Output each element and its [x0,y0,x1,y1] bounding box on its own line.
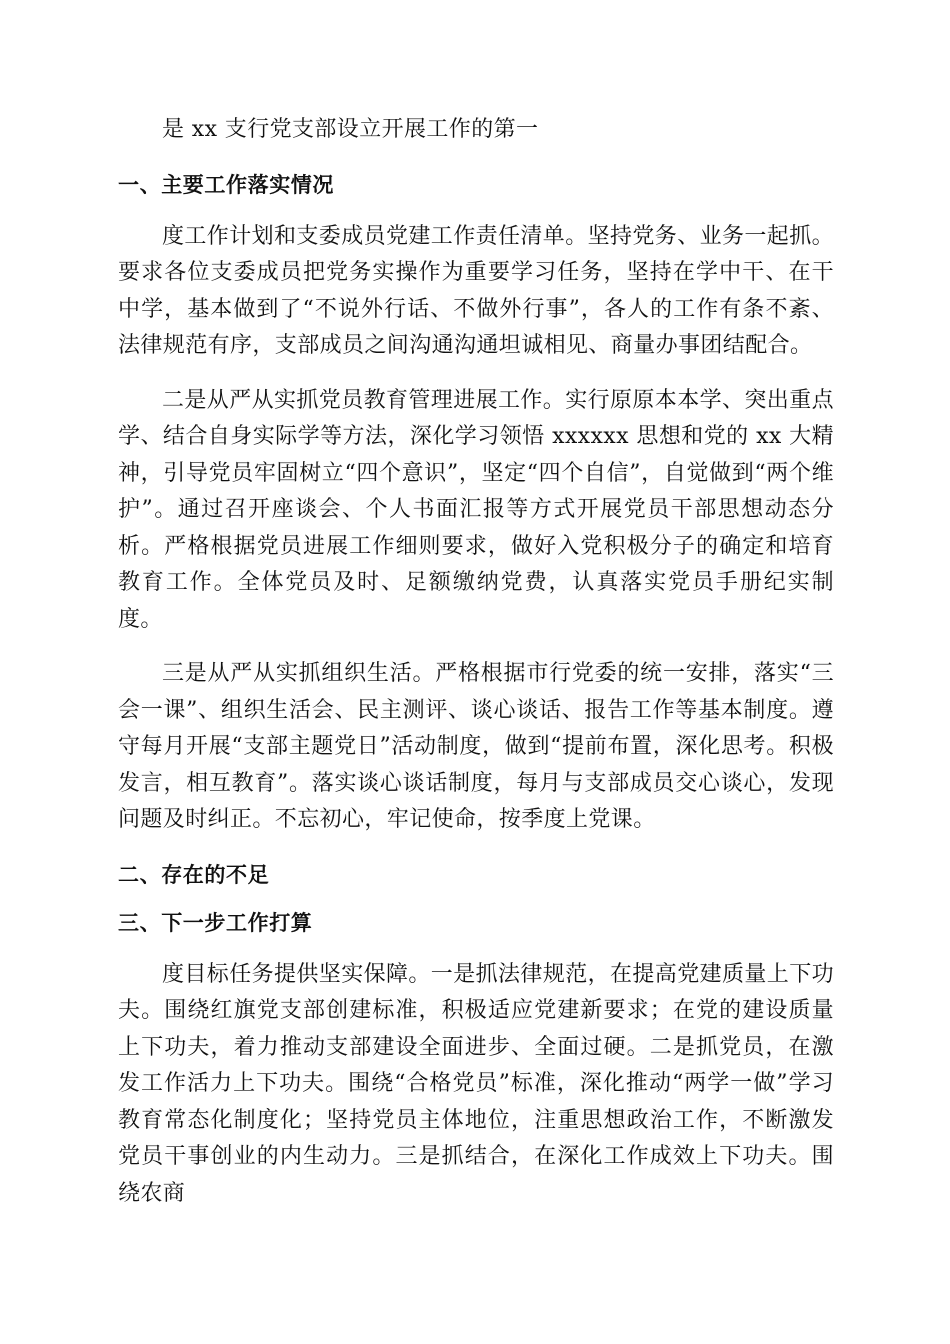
document-body [118,112,834,1212]
paragraph-member-education: 二是从严从实抓党员教育管理进展工作。实行原原本本学、突出重点学、结合自身实际学等方法，深化学习领悟 xxxxxx 思想和党的 xx 大精神，引导党员牢固树立“四个意识”，坚定“四个自信”，自觉做到“两个维护”。通过召开座谈会、个人书面汇报等方式开展党员干部思想动态分析。严格根据党员进展工作细则要求，做好入党积极分子的确定和培育教育工作。全体党员及时、足额缴纳党费，认真落实党员手册纪实制度。 [118,387,835,632]
section-heading-main-work: 一、主要工作落实情况 [118,172,334,197]
paragraph-work-plan: 度工作计划和支委成员党建工作责任清单。坚持党务、业务一起抓。要求各位支委成员把党务实操作为重要学习任务，坚持在学中干、在干中学，基本做到了“不说外行话、不做外行事”，各人的工作有条不紊、法律规范有序，支部成员之间沟通沟通坦诚相见、商量办事团结配合。 [118,223,835,358]
section-heading-next-steps: 三、下一步工作打算 [118,910,313,935]
paragraph-organization-life: 三是从严从实抓组织生活。严格根据市行党委的统一安排，落实“三会一课”、组织生活会、民主测评、谈心谈话、报告工作等基本制度。遵守每月开展“支部主题党日”活动制度，做到“提前布置，深化思考。积极发言，相互教育”。落实谈心谈话制度，每月与支部成员交心谈心，发现问题及时纠正。不忘初心，牢记使命，按季度上党课。 [118,661,834,832]
intro-paragraph: 是 xx 支行党支部设立开展工作的第一 [162,117,539,142]
paragraph-next-plan: 度目标任务提供坚实保障。一是抓法律规范，在提高党建质量上下功夫。围绕红旗党支部创建标准，积极适应党建新要求；在党的建设质量上下功夫，着力推动支部建设全面进步、全面过硬。二是抓党员，在激发工作活力上下功夫。围绕“合格党员”标准，深化推动“两学一做”学习教育常态化制度化；坚持党员主体地位，注重思想政治工作，不断激发党员干事创业的内生动力。三是抓结合，在深化工作成效上下功夫。围绕农商 [118,961,835,1206]
section-heading-shortcomings: 二、存在的不足 [118,862,270,887]
